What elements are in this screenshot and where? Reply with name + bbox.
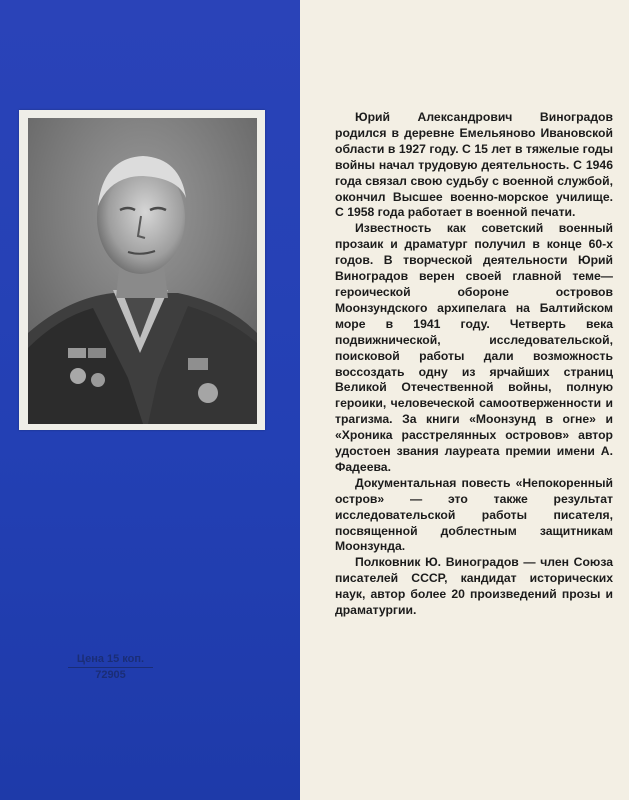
bio-paragraph: Юрий Александрович Виноградов родился в деревне Емельяново Ивановской области в 1927 году. С 15 лет в тяжелые годы войны начал трудовую деятельность. С 1946 года связал свою судьбу с военной службой, окончил Высшее военно-морское училище. С 1958 года работает в военной печати.: [335, 110, 613, 220]
author-portrait-photo: [28, 118, 257, 424]
price-stamp: [68, 652, 153, 683]
price-label: Цена 15 коп.: [68, 652, 153, 668]
price-code: 72905: [95, 669, 126, 681]
portrait-illustration: [28, 118, 257, 424]
author-biography: [335, 110, 613, 619]
bio-paragraph: Известность как советский военный прозаик и драматург получил в конце 60-х годов. В творческой деятельности Юрий Виноградов верен своей главной теме—героической обороне островов Моонзундского архипелага на Балтийском море в 1941 году. Четверть века подвижнической, исследовательской, поисковой работы дали возможность воссоздать одну из ярчайших страниц Великой Отечественной войны, полную героики, человеческой самоотверженности и трагизма. За книги «Моонзунд в огне» и «Хроника расстрелянных островов» автор удостоен звания лауреата премии имени А. Фадеева.: [335, 221, 613, 474]
bio-paragraph: Полковник Ю. Виноградов — член Союза писателей СССР, кандидат исторических наук, автор более 20 произведений прозы и драматургии.: [335, 555, 613, 618]
author-portrait-frame: [19, 110, 265, 430]
bio-paragraph: Документальная повесть «Непокоренный остров» — это также результат исследовательской работы писателя, посвященной доблестным защитникам Моонзунда.: [335, 475, 613, 554]
